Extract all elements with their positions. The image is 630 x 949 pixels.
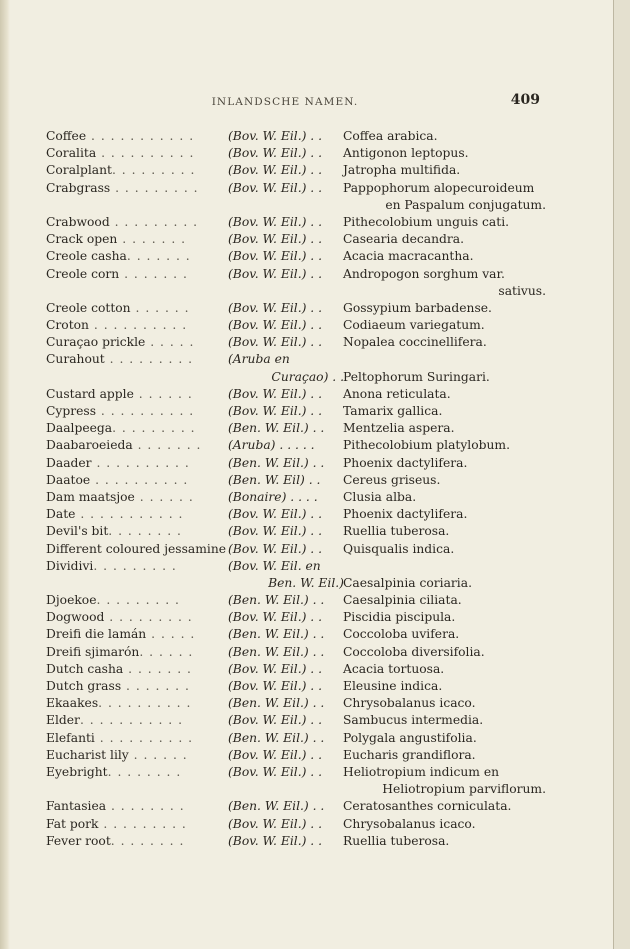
entry-row (46, 214, 546, 231)
common-name-text: Different coloured jessamine (46, 541, 227, 556)
entry-common-name (46, 437, 228, 454)
entry-row (46, 351, 546, 368)
entry-source: (Bov. W. Eil.) . . (228, 386, 323, 401)
entry-scientific-name: Sambucus intermedia. (343, 713, 484, 728)
common-name-text: Eyebright (46, 764, 108, 779)
leader-dots: . . . . . . . . . . . (86, 129, 195, 143)
entry-row (46, 420, 546, 437)
entry-common-name (46, 351, 228, 368)
common-name-text: Creole cotton (46, 300, 131, 315)
entry-common-name (46, 816, 228, 833)
entry-source-continued: Curaçao) . . (271, 369, 344, 384)
entry-row (46, 437, 546, 454)
entry-common-name (46, 403, 228, 420)
entry-scientific-name: Peltophorum Suringari. (343, 369, 490, 384)
entry-common-name (46, 180, 228, 197)
entry-row (46, 695, 546, 712)
entry-source: (Bov. W. Eil.) . . (228, 300, 323, 315)
entry-scientific-name: Chrysobalanus icaco. (343, 816, 476, 831)
entry-row (46, 334, 546, 351)
entry-row (46, 764, 546, 781)
entry-scientific-name: Andropogon sorghum var. (343, 266, 505, 281)
leader-dots: . . . . . . . . (110, 833, 185, 848)
entry-source: (Bov. W. Eil.) . . (228, 816, 323, 831)
entry-source: (Bov. W. Eil.) . . (228, 214, 323, 229)
common-name-text: Djoekoe (46, 593, 97, 608)
entry-source: (Bov. W. Eil.) . . (228, 146, 323, 161)
common-name-text: Elder (46, 713, 80, 728)
entry-source: (Bov. W. Eil.) . . (228, 163, 323, 178)
entry-source: (Ben. W. Eil) . . (228, 472, 321, 487)
entry-common-name (46, 747, 228, 764)
common-name-text: Daabaroeieda (46, 438, 133, 453)
entry-common-name (46, 266, 228, 283)
entry-source: (Bov. W. Eil.) . . (228, 524, 323, 539)
entry-common-name (46, 145, 228, 162)
entry-source: (Bov. W. Eil.) . . (228, 318, 323, 333)
common-name-text: Daader (46, 455, 92, 470)
entry-scientific-name: Pithecolobium unguis cati. (343, 214, 510, 229)
entry-source: (Bov. W. Eil.) . . (228, 679, 323, 693)
entry-row (46, 455, 546, 472)
entry-scientific-name: Coccoloba diversifolia. (343, 644, 485, 659)
leader-dots: . . . . . . . (117, 232, 187, 247)
leader-dots: . . . . . . . . (108, 524, 182, 539)
leader-dots: . . . . . . . . . (98, 816, 187, 831)
entry-scientific-name: Phoenix dactylifera. (343, 455, 468, 470)
entry-common-name (46, 644, 228, 661)
entry-scientific-name: Anona reticulata. (343, 386, 451, 401)
entry-scientific-name: Cereus griseus. (343, 472, 441, 487)
entry-common-name (46, 523, 228, 540)
entry-scientific-name: Gossypium barbadense. (343, 300, 492, 315)
entry-common-name (46, 506, 228, 523)
entry-common-name (46, 626, 228, 643)
common-name-text: Fat pork (46, 816, 99, 831)
leader-dots: . . . . . . . . . . . (79, 713, 184, 728)
leader-dots: . . . . . . . . . . (96, 146, 195, 161)
entry-scientific-name: Nopalea coccinellifera. (343, 335, 487, 350)
leader-dots: . . . . . . (134, 489, 194, 504)
entry-source: (Ben. W. Eil.) . . (228, 644, 325, 659)
entry-source: (Aruba en (228, 352, 290, 367)
leader-dots: . . . . . . . . . (93, 558, 177, 573)
entry-source: (Ben. W. Eil.) . . (228, 696, 325, 711)
common-name-text: Eucharist lily (46, 747, 129, 762)
common-name-text: Dutch casha (46, 661, 124, 676)
leader-dots: . . . . . . (133, 386, 193, 401)
entry-scientific-name: Acacia tortuosa. (343, 661, 445, 676)
entry-common-name (46, 558, 228, 575)
common-name-text: Fever root (46, 833, 111, 848)
entry-scientific-name: Codiaeum variegatum. (343, 318, 485, 333)
leader-dots: . . . . . . (139, 644, 194, 659)
entry-common-name (46, 472, 228, 489)
common-name-text: Daalpeega (46, 421, 113, 436)
entry-scientific-name: Ruellia tuberosa. (343, 833, 450, 848)
entry-row (46, 489, 546, 506)
entry-scientific-name: Casearia decandra. (343, 232, 464, 247)
leader-dots: . . . . . . . . . . (94, 730, 194, 745)
entry-row (46, 145, 546, 162)
common-name-text: Creole corn (46, 266, 120, 281)
entry-common-name (46, 592, 228, 609)
entry-source: (Bov. W. Eil.) . . (228, 335, 323, 350)
page-edge (613, 0, 630, 949)
common-name-text: Dutch grass (46, 679, 122, 693)
common-name-text: Custard apple (46, 386, 134, 401)
entry-source: (Bov. W. Eil.) . . (228, 129, 323, 143)
entry-row (46, 231, 546, 248)
leader-dots: . . . . . . . . . . (91, 455, 190, 470)
running-title: INLANDSCHE NAMEN. (211, 96, 359, 108)
entry-scientific-name: Heliotropium indicum en (343, 764, 500, 779)
entry-row (46, 712, 546, 729)
entry-scientific-name: Pithecolobium platylobum. (343, 438, 510, 453)
entry-row (46, 523, 546, 540)
entry-source: (Bov. W. Eil.) . . (228, 541, 323, 556)
entry-row (46, 678, 546, 695)
entry-common-name (46, 712, 228, 729)
entry-row (46, 128, 546, 145)
common-name-text: Dividivi (46, 558, 94, 573)
entry-source: (Bov. W. Eil.) . . (228, 180, 323, 195)
entry-source: (Bov. W. Eil.) . . (228, 747, 323, 762)
entry-source: (Ben. W. Eil.) . . (228, 455, 325, 470)
leader-dots: . . . . . . . . . . (90, 472, 189, 487)
common-name-text: Dam maatsjoe (46, 489, 135, 504)
entry-source: (Bov. W. Eil.) . . (228, 404, 323, 418)
entry-source: (Aruba) . . . . . (228, 438, 315, 453)
leader-dots: . . . . . . . . . (111, 163, 196, 178)
leader-dots: . . . . . . . . . (104, 352, 194, 367)
common-name-text: Fantasiea (46, 799, 107, 814)
leader-dots: . . . . . . . . . (112, 421, 196, 436)
leader-dots: . . . . . . . . (106, 799, 185, 814)
entry-common-name (46, 798, 228, 815)
entry-scientific-name: Eleusine indica. (343, 679, 443, 693)
common-name-text: Curahout (46, 352, 105, 367)
entry-common-name (46, 455, 228, 472)
entry-common-name (46, 214, 228, 231)
page-number: 409 (510, 92, 540, 108)
entry-row (46, 403, 546, 420)
leader-dots: . . . . . . . . . (109, 214, 199, 229)
leader-dots: . . . . . . (128, 747, 188, 762)
entry-scientific-name: Chrysobalanus icaco. (343, 696, 476, 711)
entry-common-name (46, 248, 228, 265)
entry-row (46, 248, 546, 265)
entry-common-name (46, 678, 228, 695)
common-name-text: Creole casha (46, 249, 127, 264)
entry-source: (Bov. W. Eil.) . . (228, 266, 323, 281)
leader-dots: . . . . . . . . . (110, 180, 199, 195)
leader-dots: . . . . . . (130, 300, 190, 315)
entry-scientific-name: Coffea arabica. (343, 129, 438, 143)
leader-dots: . . . . . . . (132, 438, 202, 453)
entry-source: (Bov. W. Eil.) . . (228, 764, 323, 779)
entry-row (46, 162, 546, 179)
entry-source: (Ben. W. Eil.) . . (228, 730, 325, 745)
common-name-text: Dreifi sjimarón (46, 644, 140, 659)
entry-row (46, 300, 546, 317)
common-name-text: Crack open (46, 232, 118, 247)
entry-source: (Ben. W. Eil.) . . (228, 799, 325, 814)
entry-continuation-row (46, 781, 546, 798)
entry-scientific-name: Eucharis grandiflora. (343, 747, 476, 762)
entry-source: (Bov. W. Eil.) . . (228, 713, 323, 728)
leader-dots: . . . . . . . (123, 661, 192, 676)
leader-dots: . . . . . . . . . . (88, 318, 188, 333)
common-name-text: Cypress (46, 404, 97, 418)
book-spine-shadow (0, 0, 10, 949)
common-name-text: Croton (46, 318, 89, 333)
common-name-text: Curaçao prickle (46, 335, 146, 350)
common-name-text: Crabgrass (46, 180, 111, 195)
entry-scientific-name: Coccoloba uvifera. (343, 627, 460, 642)
entry-row (46, 266, 546, 283)
common-name-text: Dogwood (46, 610, 105, 625)
entry-source: (Bov. W. Eil.) . . (228, 232, 323, 247)
entry-scientific-continued: Heliotropium parviflorum. (382, 782, 546, 797)
common-name-text: Coffee (46, 129, 87, 143)
entry-source: (Bov. W. Eil.) . . (228, 661, 323, 676)
entry-row (46, 180, 546, 197)
common-name-text: Daatoe (46, 472, 91, 487)
entry-row (46, 472, 546, 489)
entry-common-name (46, 764, 228, 781)
entry-scientific-name: Antigonon leptopus. (343, 146, 469, 161)
entry-continuation-row (46, 197, 546, 214)
entry-scientific-name: Pappophorum alopecuroideum (343, 180, 535, 195)
common-name-text: Coralita (46, 146, 97, 161)
entry-row (46, 816, 546, 833)
entry-row (46, 661, 546, 678)
entry-scientific-continued: sativus. (498, 283, 546, 298)
leader-dots: . . . . . (146, 627, 196, 642)
entry-scientific-name: Piscidia piscipula. (343, 610, 456, 625)
entry-list (46, 128, 546, 850)
entry-source: (Ben. W. Eil.) . . (228, 627, 325, 642)
entry-scientific-name: Polygala angustifolia. (343, 730, 477, 745)
entry-source: (Bov. W. Eil.) . . (228, 507, 323, 522)
entry-scientific-name: Acacia macracantha. (343, 249, 474, 264)
leader-dots: . . . . . . . . (107, 764, 182, 779)
entry-row (46, 541, 546, 558)
common-name-text: Coralplant (46, 163, 112, 178)
leader-dots: . . . . . . . (126, 249, 191, 264)
entry-row (46, 506, 546, 523)
entry-common-name (46, 162, 228, 179)
common-name-text: Date (46, 507, 76, 522)
common-name-text: Ekaakes (46, 696, 99, 711)
entry-scientific-continued: en Paspalum conjugatum. (385, 197, 546, 212)
entry-row (46, 626, 546, 643)
entry-continuation-row (46, 369, 546, 386)
entry-scientific-name: Ruellia tuberosa. (343, 524, 450, 539)
entry-common-name (46, 541, 228, 558)
entry-common-name (46, 833, 228, 850)
entry-scientific-name: Quisqualis indica. (343, 541, 455, 556)
common-name-text: Elefanti (46, 730, 95, 745)
leader-dots: . . . . . (145, 335, 195, 350)
entry-common-name (46, 300, 228, 317)
leader-dots: . . . . . . . (121, 679, 190, 693)
entry-scientific-name: Clusia alba. (343, 489, 417, 504)
entry-source: (Bov. W. Eil. en (228, 558, 321, 573)
entry-row (46, 730, 546, 747)
leader-dots: . . . . . . . . . (96, 593, 180, 608)
entry-scientific-name: Jatropha multifida. (343, 163, 461, 178)
leader-dots: . . . . . . . . . . (98, 696, 192, 711)
entry-continuation-row (46, 283, 546, 300)
entry-scientific-name: Mentzelia aspera. (343, 421, 455, 436)
leader-dots: . . . . . . . (119, 266, 188, 281)
entry-common-name (46, 489, 228, 506)
entry-row (46, 317, 546, 334)
entry-common-name (46, 730, 228, 747)
entry-continuation-row (46, 575, 546, 592)
leader-dots: . . . . . . . . . . (96, 404, 195, 418)
entry-common-name (46, 128, 228, 145)
entry-common-name (46, 317, 228, 334)
entry-source: (Bov. W. Eil.) . . (228, 249, 323, 264)
entry-scientific-name: Ceratosanthes corniculata. (343, 799, 512, 814)
entry-source: (Bonaire) . . . . (228, 489, 318, 504)
entry-common-name (46, 661, 228, 678)
common-name-text: Devil's bit (46, 524, 109, 539)
entry-row (46, 558, 546, 575)
common-name-text: Crabwood (46, 214, 110, 229)
entry-common-name (46, 231, 228, 248)
entry-row (46, 644, 546, 661)
entry-row (46, 609, 546, 626)
leader-dots: . . . . . . . . . . . (75, 507, 184, 522)
entry-row (46, 798, 546, 815)
entry-source: (Bov. W. Eil.) . . (228, 610, 323, 625)
entry-common-name (46, 695, 228, 712)
entry-common-name (46, 386, 228, 403)
entry-scientific-name: Phoenix dactylifera. (343, 507, 468, 522)
entry-scientific-name: Caesalpinia coriaria. (343, 575, 472, 590)
entry-row (46, 386, 546, 403)
entry-common-name (46, 334, 228, 351)
entry-common-name (46, 609, 228, 626)
entry-source: (Bov. W. Eil.) . . (228, 833, 323, 848)
leader-dots: . . . . . . . . . (104, 610, 193, 625)
entry-row (46, 592, 546, 609)
entry-common-name (46, 420, 228, 437)
entry-source: (Ben. W. Eil.) . . (228, 593, 325, 608)
entry-source-continued: Ben. W. Eil.) (268, 575, 344, 590)
entry-row (46, 747, 546, 764)
entry-scientific-name: Caesalpinia ciliata. (343, 593, 462, 608)
entry-source: (Ben. W. Eil.) . . (228, 421, 325, 436)
entry-scientific-name: Tamarix gallica. (343, 404, 443, 418)
entry-row (46, 833, 546, 850)
common-name-text: Dreifi die lamán (46, 627, 147, 642)
